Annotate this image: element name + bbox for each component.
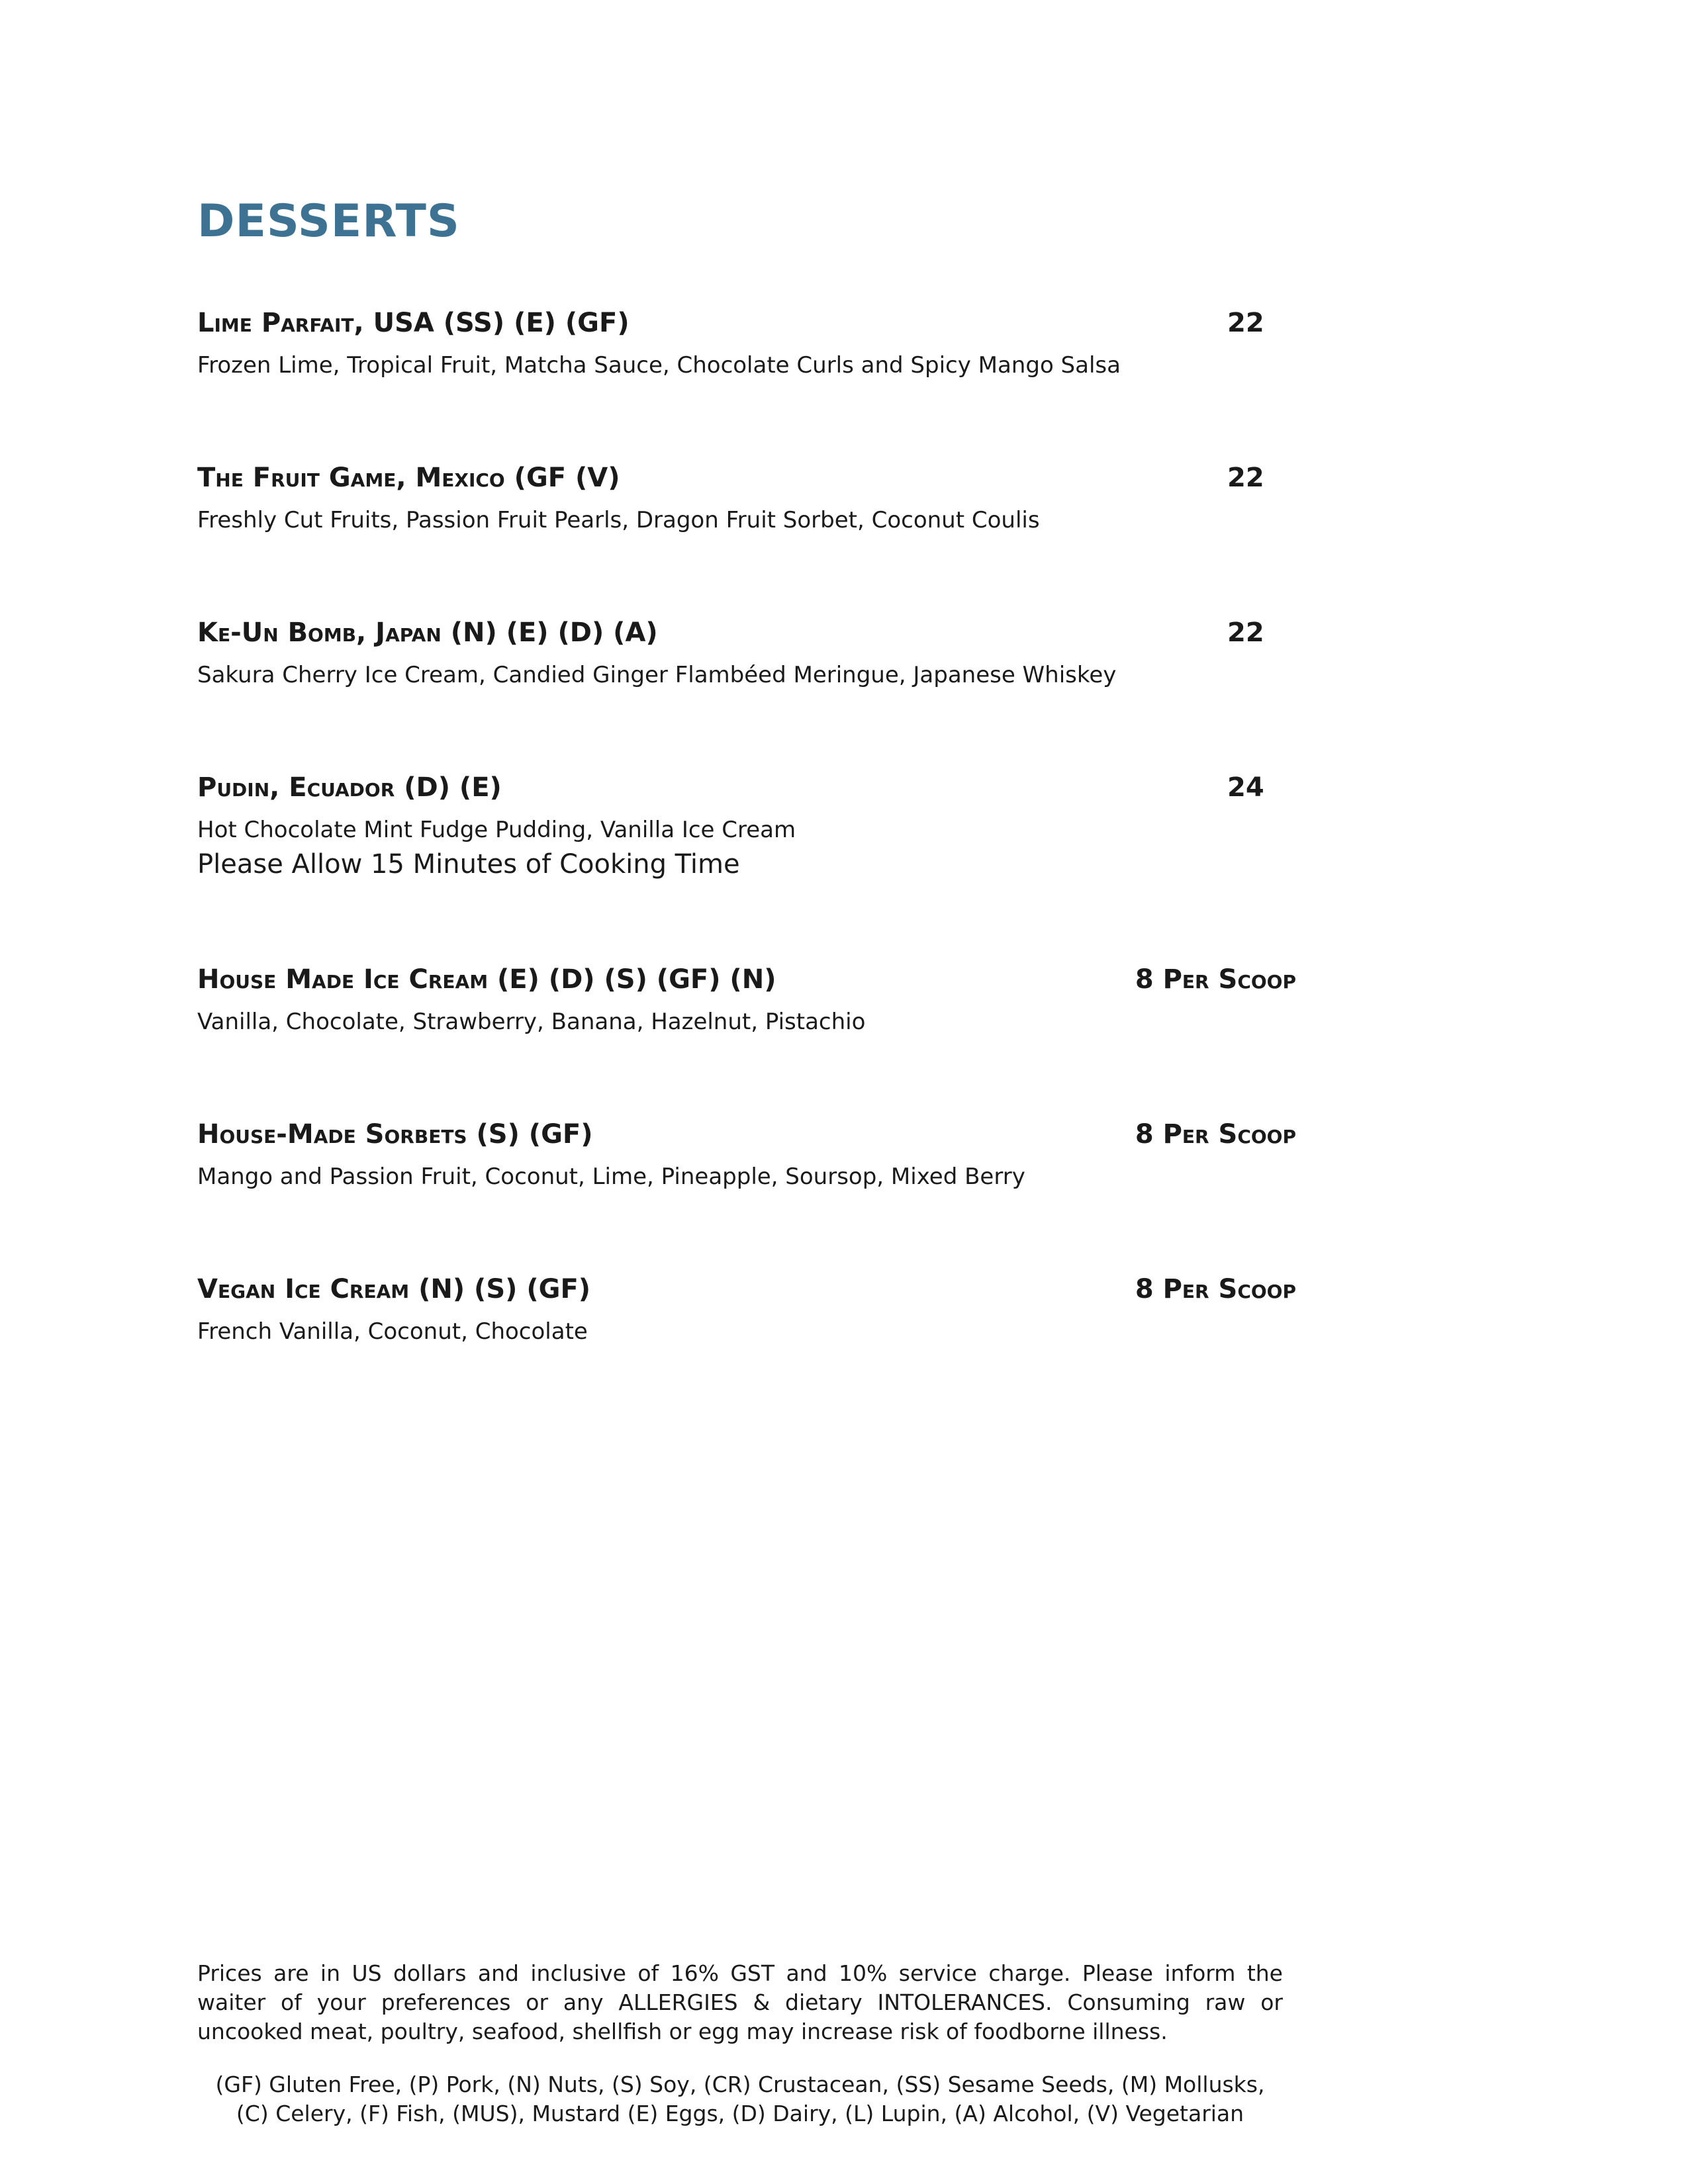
- menu-item-lime-parfait: [197, 303, 1296, 381]
- allergen-legend: [197, 2070, 1283, 2128]
- item-name: Pudin, Ecuador (D) (E): [197, 772, 502, 803]
- allergen-legend-line: (GF) Gluten Free, (P) Pork, (N) Nuts, (S) Soy, (CR) Crustacean, (SS) Sesame Seeds, (M) Mollusks,: [215, 2071, 1265, 2097]
- item-price: 8 Per Scoop: [1135, 1119, 1296, 1150]
- item-description: Vanilla, Chocolate, Strawberry, Banana, Hazelnut, Pistachio: [197, 1009, 866, 1035]
- item-price: 22: [1227, 308, 1264, 338]
- item-name: The Fruit Game, Mexico (GF (V): [197, 463, 620, 493]
- item-description: Hot Chocolate Mint Fudge Pudding, Vanilla Ice Cream: [197, 817, 796, 843]
- item-description: Freshly Cut Fruits, Passion Fruit Pearls, Dragon Fruit Sorbet, Coconut Coulis: [197, 507, 1040, 533]
- item-name: House Made Ice Cream (E) (D) (S) (GF) (N): [197, 964, 776, 995]
- item-price: 22: [1227, 463, 1264, 493]
- allergen-legend-line: (C) Celery, (F) Fish, (MUS), Mustard (E) Eggs, (D) Dairy, (L) Lupin, (A) Alcohol, (V) Vegetarian: [236, 2101, 1244, 2126]
- item-description: French Vanilla, Coconut, Chocolate: [197, 1318, 588, 1345]
- item-description: Sakura Cherry Ice Cream, Candied Ginger Flambéed Meringue, Japanese Whiskey: [197, 662, 1117, 688]
- page-title: DESSERTS: [197, 195, 460, 248]
- item-name: Vegan Ice Cream (N) (S) (GF): [197, 1274, 591, 1304]
- item-price: 8 Per Scoop: [1135, 964, 1296, 995]
- menu-item-vegan-ice-cream: [197, 1269, 1296, 1347]
- item-description: Mango and Passion Fruit, Coconut, Lime, Pineapple, Soursop, Mixed Berry: [197, 1163, 1025, 1190]
- footer-notice: Prices are in US dollars and inclusive of 16% GST and 10% service charge. Please inform the waiter of your preferences or any ALLERGIES & dietary INTOLERANCES. Consuming raw or uncooked meat, poultry, seafood, shellfish or egg may increase risk of foodborne illness.: [197, 1960, 1283, 2044]
- menu-item-house-ice-cream: [197, 960, 1296, 1038]
- item-description: Frozen Lime, Tropical Fruit, Matcha Sauce, Chocolate Curls and Spicy Mango Salsa: [197, 352, 1121, 379]
- menu-item-pudin: [197, 768, 1296, 883]
- menu-item-house-sorbets: [197, 1115, 1296, 1193]
- item-price: 24: [1227, 772, 1264, 803]
- item-note: Please Allow 15 Minutes of Cooking Time: [197, 849, 740, 880]
- menu-item-ke-un-bomb: [197, 613, 1296, 691]
- item-name: Ke-Un Bomb, Japan (N) (E) (D) (A): [197, 617, 658, 648]
- item-name: House-Made Sorbets (S) (GF): [197, 1119, 593, 1150]
- menu-item-fruit-game: [197, 458, 1296, 536]
- item-price: 22: [1227, 617, 1264, 648]
- item-price: 8 Per Scoop: [1135, 1274, 1296, 1304]
- item-name: Lime Parfait, USA (SS) (E) (GF): [197, 308, 630, 338]
